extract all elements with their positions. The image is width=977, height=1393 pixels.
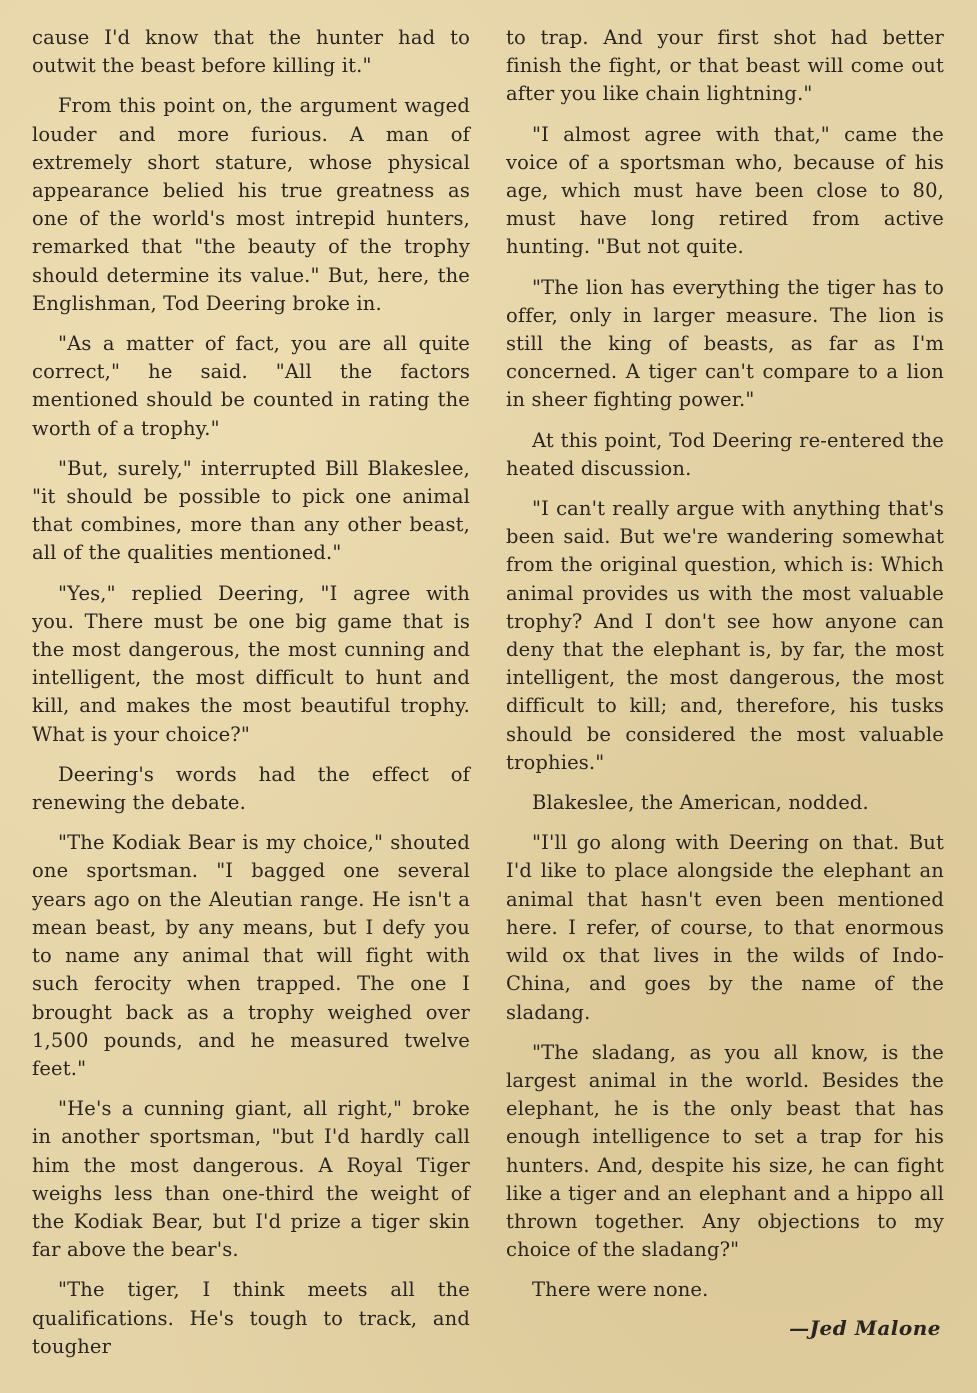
paragraph: "I almost agree with that," came the voice of a sportsman who, because of his age, which must have been close to 80, must have long retired from active hunting. "But not quite. xyxy=(506,122,944,259)
paragraph: "He's a cunning giant, all right," broke in another sportsman, "but I'd hardly call him the most dangerous. A Royal Tiger weighs less than one-third the weight of the Kodiak Bear, but I'd prize a tiger skin far above the bear's. xyxy=(32,1097,470,1262)
paragraph: cause I'd know that the hunter had to outwit the beast before killing it." xyxy=(32,26,470,78)
author-byline: —Jed Malone xyxy=(789,1316,941,1340)
paragraph: "I'll go along with Deering on that. But I'd like to place alongside the elephant an animal that hasn't even been mentioned here. I refer, of course, to that enormous wild ox that lives in the wilds of Indo-China, and goes by the name of the sladang. xyxy=(506,831,944,1024)
paragraph: "The sladang, as you all know, is the largest animal in the world. Besides the elephant, he is the only beast that has enough intelligence to set a trap for his hunters. And, despite his size, he can fight like a tiger and an elephant and a hippo all thrown together. Any objections to my choice of the sladang?" xyxy=(506,1040,944,1262)
paragraph: "The Kodiak Bear is my choice," shouted one sportsman. "I bagged one several years ago on the Aleutian range. He isn't a mean beast, by any means, but I defy you to name any animal that will fight with such ferocity when trapped. The one I brought back as a trophy weighed over 1,500 pounds, and he measured twelve feet." xyxy=(32,831,470,1080)
paragraph: Deering's words had the effect of renewing the debate. xyxy=(32,762,470,815)
paragraph: "The tiger, I think meets all the qualifications. He's tough to track, and tougher xyxy=(32,1278,470,1358)
paragraph: Blakeslee, the American, nodded. xyxy=(532,791,869,815)
paragraph: "But, surely," interrupted Bill Blakeslee, "it should be possible to pick one animal that combines, more than any other beast, all of the qualities mentioned." xyxy=(32,456,470,565)
paragraph: There were none. xyxy=(532,1278,709,1302)
paragraph: to trap. And your first shot had better finish the fight, or that beast will come out after you like chain lightning." xyxy=(506,26,944,106)
right-column xyxy=(506,24,944,1317)
paragraph: "As a matter of fact, you are all quite correct," he said. "All the factors mentioned should be counted in rating the worth of a trophy." xyxy=(32,332,470,440)
paragraph: From this point on, the argument waged louder and more furious. A man of extremely short stature, whose physical appearance belied his true greatness as one of the world's most intrepid hunters, remarked that "the beauty of the trophy should determine its value." But, here, the Englishman, Tod Deering broke in. xyxy=(32,94,470,315)
paragraph: "I can't really argue with anything that's been said. But we're wandering somewhat from the original question, which is: Which animal provides us with the most valuable trophy? And I don't see how anyone can deny that the elephant is, by far, the most intelligent, the most dangerous, the most difficult to kill; and, therefore, his tusks should be considered the most valuable trophies." xyxy=(506,497,944,774)
paragraph: At this point, Tod Deering re-entered the heated discussion. xyxy=(506,428,944,480)
left-column xyxy=(32,24,470,1373)
paragraph: "Yes," replied Deering, "I agree with you. There must be one big game that is the most dangerous, the most cunning and intelligent, the most difficult to hunt and kill, and makes the most beautiful trophy. What is your choice?" xyxy=(32,581,470,746)
paragraph: "The lion has everything the tiger has to offer, only in larger measure. The lion is still the king of beasts, as far as I'm concerned. A tiger can't compare to a lion in sheer fighting power." xyxy=(506,275,944,412)
